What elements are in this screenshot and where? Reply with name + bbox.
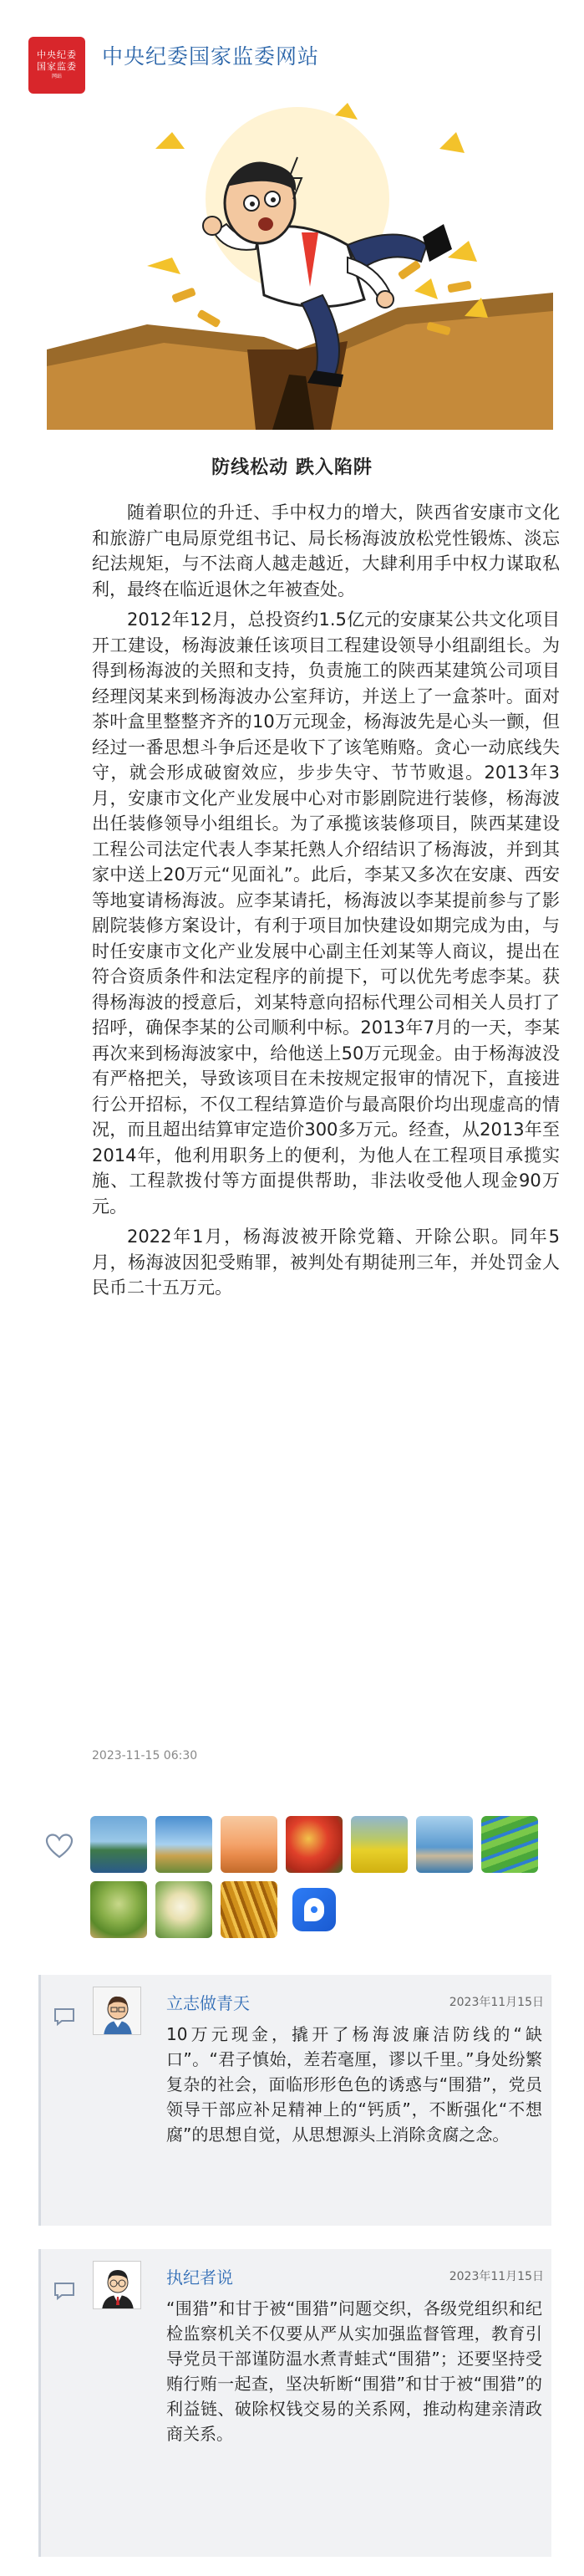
- article-title: 防线松动 跌入陷阱: [211, 457, 373, 478]
- comment-date: 2023年11月15日: [449, 2270, 544, 2283]
- logo-text-line3: 网站: [51, 74, 62, 79]
- speech-bubble-icon[interactable]: [53, 2007, 76, 2027]
- avatar-thumb-app-icon-blue[interactable]: [286, 1881, 343, 1938]
- avatar-thumb-landscape-hills[interactable]: [155, 1816, 212, 1873]
- avatar-thumb-red-autumn-leaves[interactable]: [286, 1816, 343, 1873]
- avatar[interactable]: [93, 2261, 141, 2309]
- comment-author[interactable]: 执纪者说: [166, 2267, 233, 2288]
- avatar-thumb-green-tree[interactable]: [90, 1881, 147, 1938]
- comment-item: [38, 2249, 551, 2557]
- article-paragraph: 随着职位的升迁、手中权力的增大，陕西省安康市文化和旅游广电局原党组书记、局长杨海波放松党性锻炼、淡忘纪法规矩，与不法商人越走越近，大肆利用手中权力谋取私利，最终在临近退休之年被查处。: [92, 502, 560, 599]
- site-header: [0, 0, 584, 92]
- site-logo[interactable]: [28, 37, 85, 94]
- avatar[interactable]: [93, 1987, 141, 2035]
- heart-outline-icon[interactable]: [45, 1833, 74, 1859]
- avatar-thumb-green-rice-terraces[interactable]: [481, 1816, 538, 1873]
- article-hero-illustration: [47, 99, 553, 430]
- avatar-thumb-lighthouse-sea[interactable]: [416, 1816, 473, 1873]
- article-paragraph: 2012年12月，总投资约1.5亿元的安康某公共文化项目开工建设，杨海波兼任该项目工程建设领导小组副组长。为得到杨海波的关照和支持，负责施工的陕西某建筑公司项目经理闵某来到杨海波办公室拜访，并送上了一盒茶叶。面对茶叶盒里整整齐齐的10万元现金，杨海波先是心头一颤，但经过一番思想斗争后还是收下了该笔贿赂。贪心一动底线失守，就会形成破窗效应，步步失守、节节败退。2013年3月，安康市文化产业发展中心对市影剧院进行装修，杨海波出任装修领导小组组长。为了承揽该装修项目，陕西某建设工程公司法定代表人李某托熟人介绍结识了杨海波，并到其家中送上20万元“见面礼”。此后，李某又多次在安康、西安等地宴请杨海波。应李某请托，杨海波以李某提前参与了影剧院装修方案设计，有利于项目加快建设如期完成为由，与时任安康市文化产业发展中心副主任刘某等人商议，提出在符合资质条件和法定程序的前提下，可以优先考虑李某。获得杨海波的授意后，刘某特意向招标代理公司相关人员打了招呼，确保李某的公司顺利中标。2013年7月的一天，李某再次来到杨海波家中，给他送上50万元现金。由于杨海波没有严格把关，导致该项目在未按规定报审的情况下，直接进行公开招标，不仅工程结算造价与最高限价均出现虚高的情况，而且超出结算审定造价300多万元。经查，从2013年至2014年，他利用职务上的便利，为他人在工程项目承揽实施、工程款拨付等方面提供帮助，非法收受他人现金90万元。: [92, 610, 560, 1217]
- comment-date: 2023年11月15日: [449, 1996, 544, 2009]
- speech-bubble-icon[interactable]: [53, 2281, 76, 2301]
- comment-item: [38, 1975, 551, 2226]
- logo-text-line1: 中央纪委: [37, 49, 77, 60]
- avatar-thumb-landscape-lake[interactable]: [90, 1816, 147, 1873]
- avatar-thumb-yellow-flower-field[interactable]: [351, 1816, 408, 1873]
- likes-gallery: [32, 1816, 566, 1965]
- avatar-thumb-white-flowers[interactable]: [155, 1881, 212, 1938]
- comment-text: 10万元现金，撬开了杨海波廉洁防线的“缺口”。“君子慎始，差若毫厘，谬以千里。”身处纷繁复杂的社会，面临形形色色的诱惑与“围猎”，党员领导干部应补足精神上的“钙质”，不断强化“不想腐”的思想自觉，从思想源头上消除贪腐之念。: [166, 2024, 542, 2145]
- site-name[interactable]: 中央纪委国家监委网站: [102, 44, 320, 69]
- comment-author[interactable]: 立志做青天: [166, 1993, 250, 2013]
- thumbnail-grid: [90, 1816, 566, 1938]
- avatar-thumb-golden-grain[interactable]: [221, 1881, 277, 1938]
- comment-text: “围猎”和甘于被“围猎”问题交织，各级党组织和纪检监察机关不仅要从严从实加强监督管理，教育引导党员干部谨防温水煮青蛙式“围猎”；还要坚持受贿行贿一起查，坚决斩断“围猎”和甘于被“围猎”的利益链、破除权钱交易的关系网，推动构建亲清政商关系。: [166, 2298, 542, 2444]
- publish-timestamp: 2023-11-15 06:30: [92, 1749, 198, 1762]
- article-paragraph: 2022年1月，杨海波被开除党籍、开除公职。同年5月，杨海波因犯受贿罪，被判处有期徒刑三年，并处罚金人民币二十五万元。: [92, 1227, 560, 1298]
- article-body: [92, 500, 560, 1306]
- avatar-thumb-sunset-clouds[interactable]: [221, 1816, 277, 1873]
- logo-text-line2: 国家监委: [37, 61, 77, 72]
